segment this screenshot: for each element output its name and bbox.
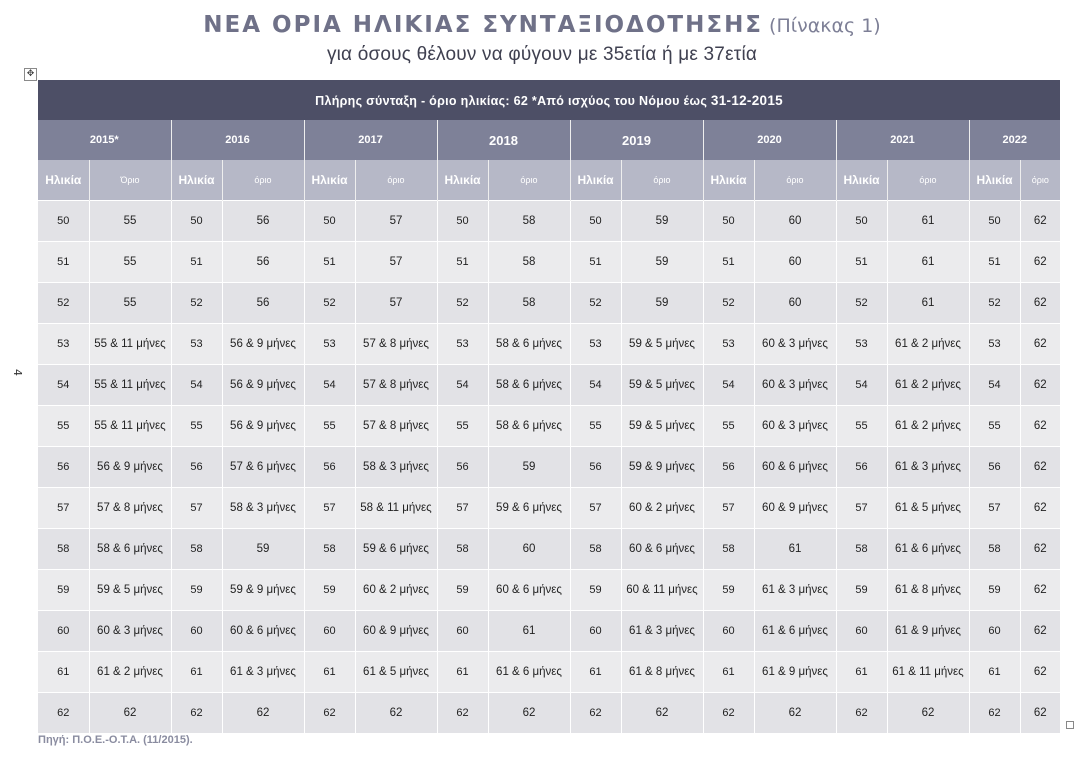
limit-cell: 62: [355, 693, 437, 734]
age-cell: 50: [969, 201, 1020, 242]
age-cell: 52: [969, 283, 1020, 324]
table-row: [38, 242, 1060, 283]
limit-cell: 61 & 5 μήνες: [887, 488, 969, 529]
limit-cell: 61 & 8 μήνες: [621, 652, 703, 693]
limit-cell: 61: [887, 201, 969, 242]
age-cell: 62: [171, 693, 222, 734]
limit-cell: 61: [488, 611, 570, 652]
age-cell: 56: [969, 447, 1020, 488]
limit-cell: 61 & 9 μήνες: [754, 652, 836, 693]
age-cell: 51: [171, 242, 222, 283]
age-cell: 62: [304, 693, 355, 734]
limit-cell: 57 & 8 μήνες: [89, 488, 171, 529]
limit-cell: 62: [1020, 324, 1060, 365]
year-header: 2016: [171, 120, 304, 160]
limit-cell: 62: [1020, 447, 1060, 488]
age-cell: 52: [836, 283, 887, 324]
limit-column-header: όριο: [488, 160, 570, 201]
age-cell: 56: [836, 447, 887, 488]
table-row: [38, 529, 1060, 570]
age-cell: 51: [38, 242, 89, 283]
age-cell: 51: [437, 242, 488, 283]
limit-cell: 60: [754, 201, 836, 242]
age-cell: 55: [437, 406, 488, 447]
age-column-header: Ηλικία: [437, 160, 488, 201]
limit-cell: 55 & 11 μήνες: [89, 406, 171, 447]
age-cell: 58: [171, 529, 222, 570]
limit-cell: 55 & 11 μήνες: [89, 324, 171, 365]
age-cell: 52: [703, 283, 754, 324]
limit-cell: 60 & 6 μήνες: [488, 570, 570, 611]
limit-cell: 59: [621, 201, 703, 242]
age-cell: 50: [38, 201, 89, 242]
year-header: 2021: [836, 120, 969, 160]
limit-cell: 61 & 2 μήνες: [887, 324, 969, 365]
age-cell: 53: [570, 324, 621, 365]
limit-cell: 62: [1020, 365, 1060, 406]
limit-cell: 60: [754, 283, 836, 324]
age-cell: 59: [437, 570, 488, 611]
age-cell: 54: [969, 365, 1020, 406]
age-cell: 54: [703, 365, 754, 406]
age-cell: 50: [171, 201, 222, 242]
age-cell: 57: [437, 488, 488, 529]
age-cell: 62: [437, 693, 488, 734]
age-cell: 58: [437, 529, 488, 570]
limit-cell: 61 & 9 μήνες: [887, 611, 969, 652]
age-cell: 58: [969, 529, 1020, 570]
limit-cell: 61 & 2 μήνες: [89, 652, 171, 693]
limit-cell: 60 & 3 μήνες: [754, 324, 836, 365]
year-header: 2015*: [38, 120, 171, 160]
table-row: [38, 406, 1060, 447]
table-reference: (Πίνακας 1): [769, 15, 881, 37]
table-row: [38, 365, 1060, 406]
age-cell: 54: [304, 365, 355, 406]
limit-cell: 56: [222, 283, 304, 324]
limit-cell: 62: [1020, 201, 1060, 242]
age-cell: 61: [171, 652, 222, 693]
table-header-cell: [38, 80, 1060, 120]
limit-cell: 55: [89, 283, 171, 324]
table-row: [38, 693, 1060, 734]
age-column-header: Ηλικία: [38, 160, 89, 201]
limit-cell: 59: [621, 283, 703, 324]
age-cell: 61: [969, 652, 1020, 693]
age-cell: 61: [703, 652, 754, 693]
age-cell: 51: [969, 242, 1020, 283]
limit-cell: 55: [89, 242, 171, 283]
limit-cell: 59: [488, 447, 570, 488]
age-cell: 59: [171, 570, 222, 611]
age-cell: 59: [38, 570, 89, 611]
limit-cell: 61 & 5 μήνες: [355, 652, 437, 693]
age-cell: 61: [570, 652, 621, 693]
limit-cell: 61 & 6 μήνες: [887, 529, 969, 570]
age-column-header: Ηλικία: [703, 160, 754, 201]
age-cell: 52: [38, 283, 89, 324]
age-cell: 56: [703, 447, 754, 488]
age-cell: 56: [38, 447, 89, 488]
limit-cell: 62: [621, 693, 703, 734]
table-row: [38, 570, 1060, 611]
table-header-text: Πλήρης σύνταξη - όριο ηλικίας: 62 *Από ισχύος του Νόμου έως: [315, 93, 708, 108]
subtitle: για όσους θέλουν να φύγουν με 35ετία ή με 37ετία: [326, 44, 758, 65]
age-cell: 50: [703, 201, 754, 242]
age-cell: 56: [171, 447, 222, 488]
limit-cell: 60 & 9 μήνες: [754, 488, 836, 529]
limit-cell: 55 & 11 μήνες: [89, 365, 171, 406]
age-cell: 55: [703, 406, 754, 447]
age-cell: 59: [836, 570, 887, 611]
age-cell: 58: [570, 529, 621, 570]
age-cell: 57: [171, 488, 222, 529]
limit-column-header: όριο: [621, 160, 703, 201]
limit-column-header: όριο: [355, 160, 437, 201]
limit-cell: 58 & 11 μήνες: [355, 488, 437, 529]
age-cell: 61: [836, 652, 887, 693]
age-cell: 60: [437, 611, 488, 652]
age-cell: 55: [836, 406, 887, 447]
limit-cell: 59 & 5 μήνες: [621, 324, 703, 365]
limit-column-header: όριο: [754, 160, 836, 201]
age-cell: 50: [437, 201, 488, 242]
limit-cell: 60 & 3 μήνες: [89, 611, 171, 652]
limit-cell: 58 & 6 μήνες: [488, 324, 570, 365]
limit-cell: 59 & 9 μήνες: [621, 447, 703, 488]
age-cell: 56: [437, 447, 488, 488]
limit-cell: 62: [1020, 652, 1060, 693]
limit-cell: 60 & 3 μήνες: [754, 365, 836, 406]
limit-cell: 57 & 8 μήνες: [355, 406, 437, 447]
age-cell: 62: [38, 693, 89, 734]
limit-cell: 57: [355, 201, 437, 242]
limit-cell: 58: [488, 283, 570, 324]
limit-cell: 60: [488, 529, 570, 570]
limit-cell: 56: [222, 242, 304, 283]
age-cell: 53: [171, 324, 222, 365]
age-cell: 51: [836, 242, 887, 283]
year-header: 2019: [570, 120, 703, 160]
limit-cell: 56 & 9 μήνες: [222, 365, 304, 406]
age-cell: 60: [38, 611, 89, 652]
age-cell: 50: [304, 201, 355, 242]
age-cell: 56: [304, 447, 355, 488]
age-cell: 55: [38, 406, 89, 447]
limit-cell: 57 & 6 μήνες: [222, 447, 304, 488]
limit-column-header: Όριο: [89, 160, 171, 201]
age-cell: 59: [570, 570, 621, 611]
column-header-row: [38, 160, 1060, 201]
table-row: [38, 652, 1060, 693]
age-cell: 51: [570, 242, 621, 283]
age-cell: 58: [304, 529, 355, 570]
limit-cell: 57: [355, 283, 437, 324]
age-cell: 61: [437, 652, 488, 693]
limit-cell: 62: [754, 693, 836, 734]
limit-cell: 61: [754, 529, 836, 570]
age-cell: 53: [836, 324, 887, 365]
limit-cell: 58 & 6 μήνες: [488, 406, 570, 447]
table-row: [38, 611, 1060, 652]
limit-cell: 62: [1020, 693, 1060, 734]
table-header-row: [38, 80, 1060, 120]
limit-cell: 62: [1020, 283, 1060, 324]
age-cell: 61: [38, 652, 89, 693]
age-cell: 50: [836, 201, 887, 242]
age-cell: 59: [304, 570, 355, 611]
limit-cell: 58: [488, 201, 570, 242]
age-cell: 53: [437, 324, 488, 365]
age-cell: 57: [38, 488, 89, 529]
limit-cell: 59 & 6 μήνες: [488, 488, 570, 529]
age-cell: 60: [304, 611, 355, 652]
age-cell: 57: [836, 488, 887, 529]
limit-cell: 61: [887, 242, 969, 283]
age-cell: 54: [836, 365, 887, 406]
limit-cell: 60 & 2 μήνες: [355, 570, 437, 611]
limit-cell: 60 & 6 μήνες: [754, 447, 836, 488]
limit-cell: 61 & 6 μήνες: [754, 611, 836, 652]
limit-cell: 61 & 8 μήνες: [887, 570, 969, 611]
limit-cell: 61 & 11 μήνες: [887, 652, 969, 693]
age-cell: 54: [171, 365, 222, 406]
year-header-row: [38, 120, 1060, 160]
age-column-header: Ηλικία: [171, 160, 222, 201]
age-cell: 62: [703, 693, 754, 734]
page-number: 4: [11, 369, 24, 376]
limit-column-header: όριο: [1020, 160, 1060, 201]
limit-cell: 60 & 2 μήνες: [621, 488, 703, 529]
age-cell: 55: [171, 406, 222, 447]
age-cell: 55: [304, 406, 355, 447]
age-cell: 56: [570, 447, 621, 488]
limit-cell: 61 & 3 μήνες: [621, 611, 703, 652]
limit-cell: 59: [222, 529, 304, 570]
age-column-header: Ηλικία: [969, 160, 1020, 201]
limit-column-header: όριο: [222, 160, 304, 201]
limit-cell: 59 & 6 μήνες: [355, 529, 437, 570]
table-row: [38, 324, 1060, 365]
year-header: 2022: [969, 120, 1060, 160]
age-cell: 52: [570, 283, 621, 324]
age-cell: 53: [703, 324, 754, 365]
table-row: [38, 488, 1060, 529]
source-note: Πηγή: Π.Ο.Ε.-Ο.Τ.Α. (11/2015).: [38, 734, 193, 746]
limit-cell: 56 & 9 μήνες: [222, 406, 304, 447]
age-cell: 60: [570, 611, 621, 652]
age-cell: 53: [304, 324, 355, 365]
age-cell: 57: [570, 488, 621, 529]
limit-cell: 62: [887, 693, 969, 734]
age-cell: 58: [836, 529, 887, 570]
limit-cell: 60 & 6 μήνες: [621, 529, 703, 570]
age-cell: 61: [304, 652, 355, 693]
age-cell: 60: [703, 611, 754, 652]
age-cell: 50: [570, 201, 621, 242]
limit-cell: 59 & 5 μήνες: [621, 365, 703, 406]
limit-cell: 62: [1020, 242, 1060, 283]
table-row: [38, 447, 1060, 488]
age-cell: 54: [570, 365, 621, 406]
age-cell: 62: [570, 693, 621, 734]
year-header: 2018: [437, 120, 570, 160]
limit-cell: 59 & 5 μήνες: [89, 570, 171, 611]
retirement-age-table: [38, 80, 1060, 733]
limit-cell: 58 & 3 μήνες: [355, 447, 437, 488]
limit-cell: 59 & 5 μήνες: [621, 406, 703, 447]
limit-cell: 60 & 11 μήνες: [621, 570, 703, 611]
limit-cell: 62: [488, 693, 570, 734]
age-cell: 54: [437, 365, 488, 406]
limit-cell: 56 & 9 μήνες: [222, 324, 304, 365]
age-cell: 51: [304, 242, 355, 283]
limit-cell: 58 & 3 μήνες: [222, 488, 304, 529]
limit-cell: 61 & 2 μήνες: [887, 406, 969, 447]
limit-cell: 60 & 3 μήνες: [754, 406, 836, 447]
limit-cell: 55: [89, 201, 171, 242]
limit-cell: 57 & 8 μήνες: [355, 365, 437, 406]
age-cell: 53: [38, 324, 89, 365]
table-move-handle-icon[interactable]: ✥: [24, 68, 37, 81]
age-cell: 60: [969, 611, 1020, 652]
limit-cell: 61 & 6 μήνες: [488, 652, 570, 693]
limit-cell: 59: [621, 242, 703, 283]
age-cell: 52: [437, 283, 488, 324]
age-cell: 57: [304, 488, 355, 529]
limit-column-header: όριο: [887, 160, 969, 201]
limit-cell: 61: [887, 283, 969, 324]
age-cell: 59: [969, 570, 1020, 611]
limit-cell: 61 & 3 μήνες: [754, 570, 836, 611]
document-title: [0, 12, 1084, 38]
table-row: [38, 201, 1060, 242]
limit-cell: 58 & 6 μήνες: [488, 365, 570, 406]
age-column-header: Ηλικία: [836, 160, 887, 201]
table-header-date: 31-12-2015: [710, 92, 783, 108]
age-cell: 62: [836, 693, 887, 734]
limit-cell: 56: [222, 201, 304, 242]
limit-cell: 62: [1020, 488, 1060, 529]
limit-cell: 61 & 3 μήνες: [222, 652, 304, 693]
age-cell: 55: [969, 406, 1020, 447]
limit-cell: 62: [222, 693, 304, 734]
year-header: 2020: [703, 120, 836, 160]
age-cell: 52: [171, 283, 222, 324]
age-cell: 54: [38, 365, 89, 406]
age-cell: 62: [969, 693, 1020, 734]
age-cell: 60: [171, 611, 222, 652]
age-cell: 59: [703, 570, 754, 611]
age-column-header: Ηλικία: [304, 160, 355, 201]
limit-cell: 62: [1020, 529, 1060, 570]
age-cell: 51: [703, 242, 754, 283]
limit-cell: 56 & 9 μήνες: [89, 447, 171, 488]
age-cell: 58: [703, 529, 754, 570]
table-row: [38, 283, 1060, 324]
limit-cell: 60 & 9 μήνες: [355, 611, 437, 652]
limit-cell: 58: [488, 242, 570, 283]
limit-cell: 62: [1020, 611, 1060, 652]
limit-cell: 62: [1020, 570, 1060, 611]
limit-cell: 57 & 8 μήνες: [355, 324, 437, 365]
age-cell: 57: [703, 488, 754, 529]
age-cell: 58: [38, 529, 89, 570]
age-cell: 55: [570, 406, 621, 447]
limit-cell: 61 & 3 μήνες: [887, 447, 969, 488]
limit-cell: 61 & 2 μήνες: [887, 365, 969, 406]
limit-cell: 60: [754, 242, 836, 283]
age-cell: 52: [304, 283, 355, 324]
main-title: ΝΕΑ ΟΡΙΑ ΗΛΙΚΙΑΣ ΣΥΝΤΑΞΙΟΔΟΤΗΣΗΣ: [203, 12, 764, 38]
limit-cell: 60 & 6 μήνες: [222, 611, 304, 652]
limit-cell: 58 & 6 μήνες: [89, 529, 171, 570]
age-cell: 53: [969, 324, 1020, 365]
limit-cell: 59 & 9 μήνες: [222, 570, 304, 611]
year-header: 2017: [304, 120, 437, 160]
table-resize-handle[interactable]: [1066, 721, 1074, 729]
age-cell: 57: [969, 488, 1020, 529]
limit-cell: 62: [89, 693, 171, 734]
age-cell: 60: [836, 611, 887, 652]
limit-cell: 57: [355, 242, 437, 283]
age-column-header: Ηλικία: [570, 160, 621, 201]
limit-cell: 62: [1020, 406, 1060, 447]
